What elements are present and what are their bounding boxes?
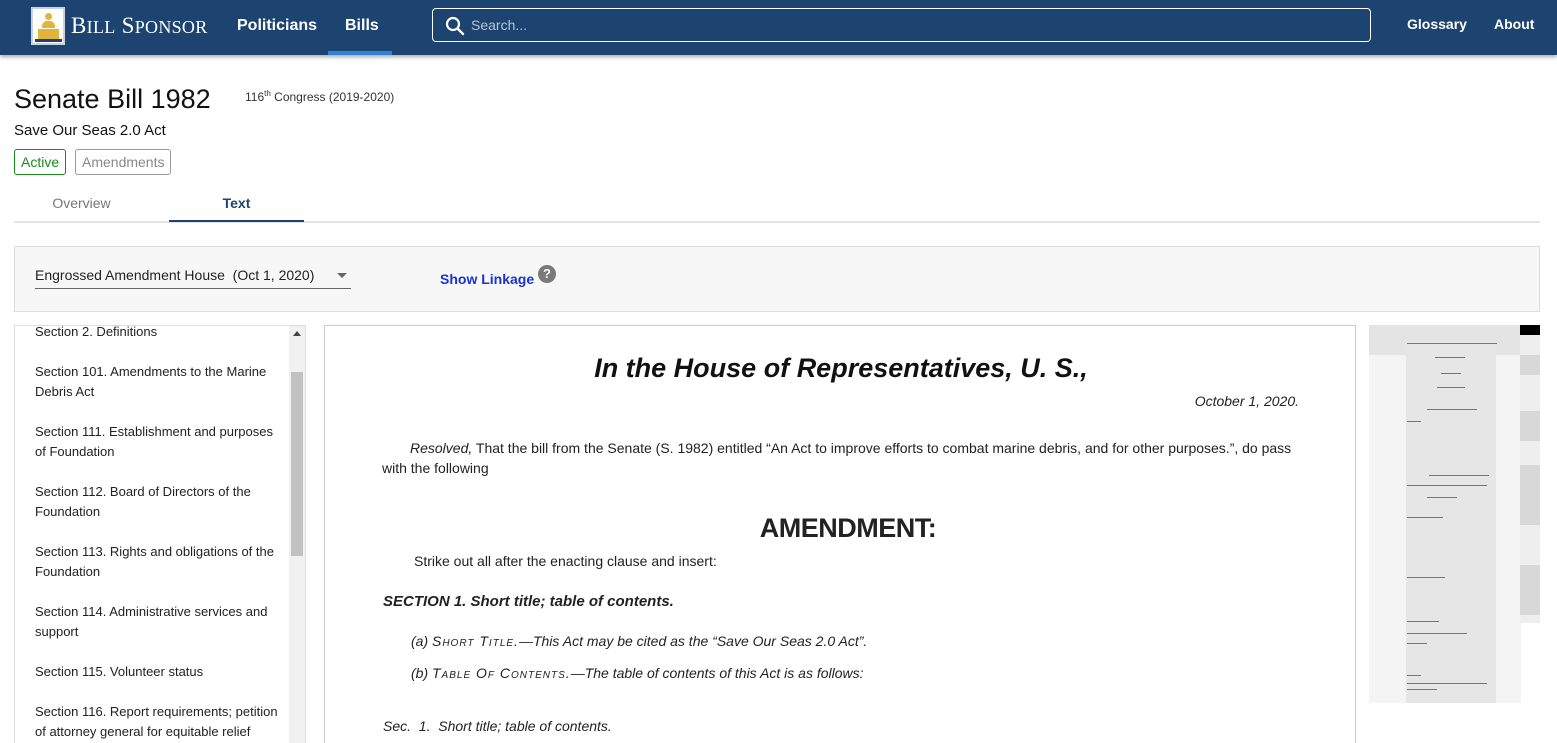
- nav-link-glossary[interactable]: Glossary: [1407, 16, 1467, 32]
- tab-active-indicator: [169, 220, 304, 222]
- nav-link-bills[interactable]: Bills: [345, 17, 379, 34]
- nav-active-indicator: [328, 51, 392, 55]
- document-heading: In the House of Representatives, U. S.,: [594, 353, 1088, 383]
- scrollbar-thumb[interactable]: [291, 372, 303, 556]
- amendments-badge[interactable]: Amendments: [75, 149, 171, 175]
- subsection-a-text: —This Act may be cited as the “Save Our Seas 2.0 Act”.: [518, 633, 868, 649]
- toc-line: Sec. 1. Short title; table of contents.: [383, 718, 612, 734]
- subsection-a-prefix: (a): [411, 633, 432, 649]
- section-title: SECTION 1. Short title; table of contents.: [383, 593, 674, 610]
- podium-logo-icon[interactable]: [31, 7, 65, 45]
- section-list: [14, 325, 306, 743]
- show-linkage-link[interactable]: Show Linkage: [440, 271, 535, 287]
- subsection-b: [411, 665, 864, 681]
- tab-text[interactable]: Text: [222, 195, 251, 211]
- help-icon[interactable]: ?: [538, 265, 556, 283]
- section-list-item[interactable]: Section 113. Rights and obligations of the Foundation: [35, 544, 274, 579]
- section-list-item[interactable]: Section 2. Definitions: [35, 325, 158, 339]
- section-list-item[interactable]: Section 114. Administrative services and support: [35, 604, 268, 639]
- subsection-a: [411, 633, 867, 649]
- search-input[interactable]: [471, 11, 1351, 39]
- search-icon: [445, 16, 465, 36]
- nav-link-politicians[interactable]: Politicians: [237, 17, 318, 34]
- section-list-item[interactable]: Section 116. Report requirements; petition of attorney general for equitable relief: [35, 704, 278, 739]
- nav-link-about[interactable]: About: [1494, 16, 1535, 32]
- bill-title: Senate Bill 1982: [14, 84, 211, 114]
- scroll-up-arrow-icon[interactable]: [293, 331, 301, 336]
- strike-instruction: Strike out all after the enacting clause and insert:: [414, 553, 717, 569]
- document-date: October 1, 2020.: [1194, 393, 1299, 409]
- document-minimap-overview[interactable]: [1520, 325, 1540, 623]
- dropdown-caret-icon: [337, 273, 347, 278]
- section-list-item[interactable]: Section 112. Board of Directors of the Foundation: [35, 484, 251, 519]
- section-list-item[interactable]: Section 111. Establishment and purposes of Foundation: [35, 424, 273, 459]
- section-list-item[interactable]: Section 101. Amendments to the Marine Debris Act: [35, 364, 267, 399]
- resolved-text: That the bill from the Senate (S. 1982) entitled “An Act to improve efforts to combat marine debris, and for other purposes.”, do pass with the following: [382, 440, 1292, 476]
- brand-name[interactable]: BILL SPONSOR: [71, 13, 208, 38]
- congress-info: [245, 89, 394, 104]
- subsection-b-prefix: (b): [411, 665, 432, 681]
- congress-number: 116: [245, 90, 265, 104]
- document-minimap[interactable]: [1369, 325, 1521, 703]
- bill-short-title: Save Our Seas 2.0 Act: [14, 122, 166, 139]
- resolved-lead: Resolved,: [410, 440, 473, 456]
- subsection-b-heading: Table Of Contents.: [432, 665, 571, 681]
- version-select-value: Engrossed Amendment House (Oct 1, 2020): [35, 267, 315, 283]
- search-box[interactable]: [432, 8, 1371, 42]
- congress-label: Congress: [274, 90, 326, 104]
- top-navbar: [0, 0, 1557, 55]
- resolved-paragraph: [382, 438, 1302, 478]
- bill-text-document: [324, 325, 1356, 743]
- status-badge-active: Active: [14, 149, 66, 175]
- version-toolbar: [14, 246, 1540, 312]
- subsection-a-heading: Short Title.: [432, 633, 519, 649]
- congress-years: (2019-2020): [328, 90, 395, 104]
- tab-overview[interactable]: Overview: [52, 195, 111, 211]
- version-select[interactable]: [35, 267, 351, 289]
- subsection-b-text: —The table of contents of this Act is as follows:: [570, 665, 864, 681]
- section-list-item[interactable]: Section 115. Volunteer status: [35, 664, 204, 679]
- section-list-scrollbar[interactable]: [289, 326, 305, 743]
- congress-suffix: th: [264, 89, 271, 98]
- amendment-heading: AMENDMENT:: [759, 513, 937, 543]
